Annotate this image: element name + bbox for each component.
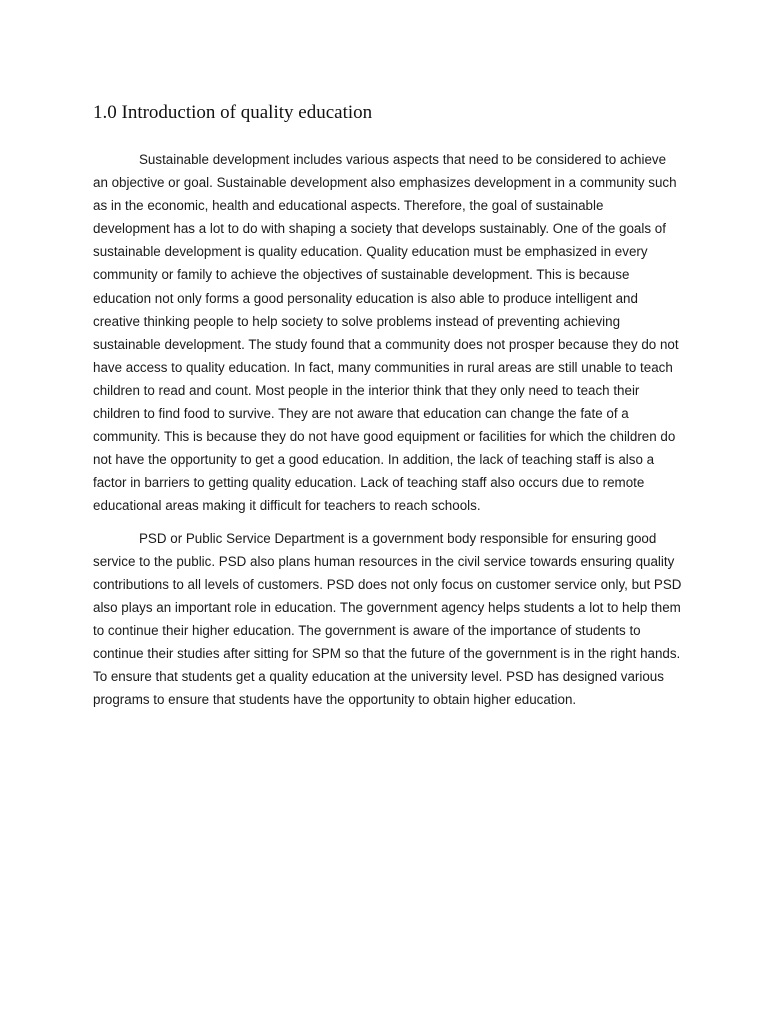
document-body (93, 100, 683, 711)
body-paragraph-2: PSD or Public Service Department is a government body responsible for ensuring good service to the public. PSD also plans human resources in the civil service towards ensuring quality contributions to all levels of customers. PSD does not only focus on customer service only, but PSD also plays an important role in education. The government agency helps students a lot to help them to continue their higher education. The government is aware of the importance of students to continue their studies after sitting for SPM so that the future of the government is in the right hands. To ensure that students get a quality education at the university level. PSD has designed various programs to ensure that students have the opportunity to obtain higher education. (93, 530, 682, 708)
body-paragraph-1: Sustainable development includes various aspects that need to be considered to achieve an objective or goal. Sustainable development also emphasizes development in a community such as in the economic, health and educational aspects. Therefore, the goal of sustainable development has a lot to do with shaping a society that develops sustainably. One of the goals of sustainable development is quality education. Quality education must be emphasized in every community or family to achieve the objectives of sustainable development. This is because education not only forms a good personality education is also able to produce intelligent and creative thinking people to help society to solve problems instead of preventing achieving sustainable development. The study found that a community does not prosper because they do not have access to quality education. In fact, many communities in rural areas are still unable to teach children to read and count. Most people in the interior think that they only need to teach their children to find food to survive. They are not aware that education can change the fate of a community. This is because they do not have good equipment or facilities for which the children do not have the opportunity to get a good education. In addition, the lack of teaching staff is also a factor in barriers to getting quality education. Lack of teaching staff also occurs due to remote educational areas making it difficult for teachers to reach schools. (93, 152, 679, 514)
section-heading: 1.0 Introduction of quality education (93, 102, 373, 123)
